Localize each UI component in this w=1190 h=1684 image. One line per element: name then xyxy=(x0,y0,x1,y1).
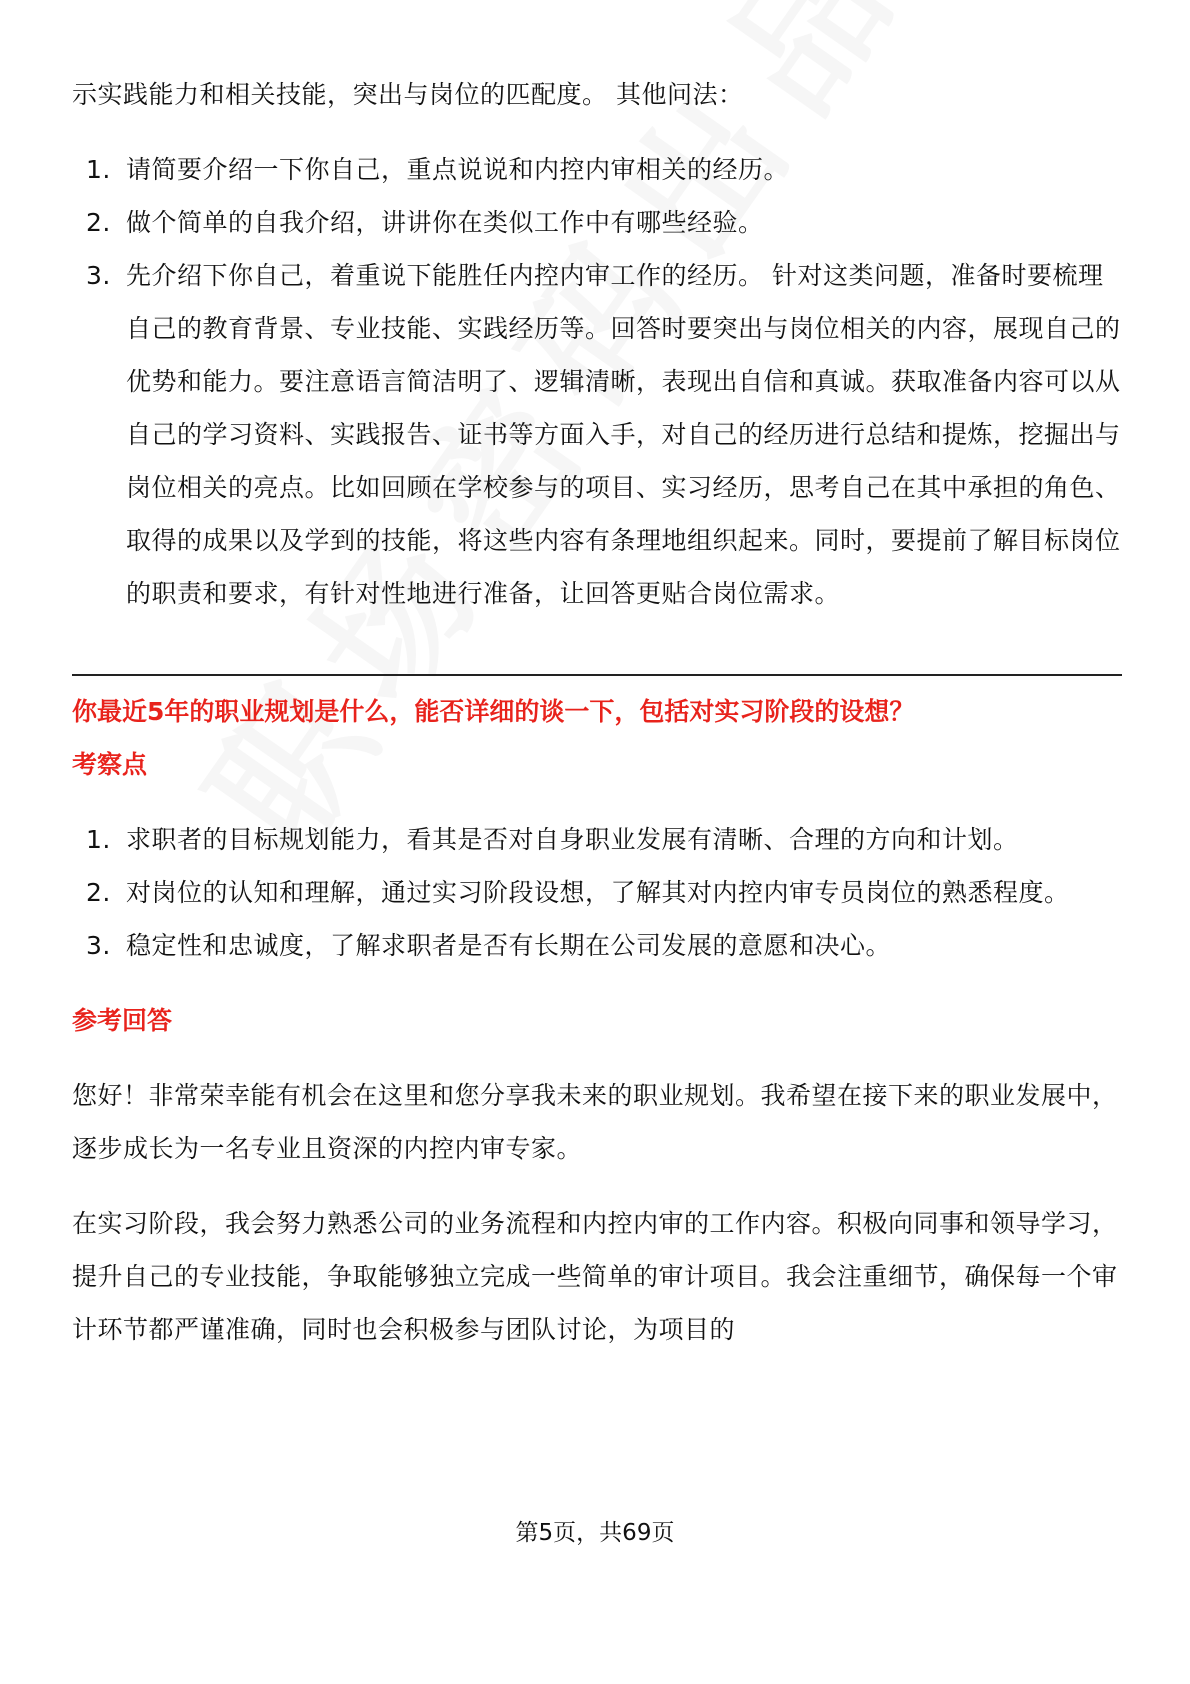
list-text: 做个简单的自我介绍，讲讲你在类似工作中有哪些经验。 xyxy=(126,208,764,237)
list-number: 2. xyxy=(86,208,111,237)
page-footer: 第5页，共69页 xyxy=(515,1520,675,1546)
focus-points-list xyxy=(72,813,1122,972)
list-item xyxy=(72,919,1122,972)
answer-paragraph: 您好！非常荣幸能有机会在这里和您分享我未来的职业规划。我希望在接下来的职业发展中，逐步成长为一名专业且资深的内控内审专家。 xyxy=(72,1081,1118,1163)
focus-heading: 考察点 xyxy=(72,750,148,779)
list-text: 对岗位的认知和理解，通过实习阶段设想，了解其对内控内审专员岗位的熟悉程度。 xyxy=(126,878,1070,907)
list-item xyxy=(72,249,1122,620)
list-number: 1. xyxy=(86,825,111,854)
list-number: 1. xyxy=(86,155,111,184)
list-text: 请简要介绍一下你自己，重点说说和内控内审相关的经历。 xyxy=(126,155,790,184)
list-number: 3. xyxy=(86,931,111,960)
answer-paragraph: 在实习阶段，我会努力熟悉公司的业务流程和内控内审的工作内容。积极向同事和领导学习，提升自己的专业技能，争取能够独立完成一些简单的审计项目。我会注重细节，确保每一个审计环节都严谨准确，同时也会积极参与团队讨论，为项目的 xyxy=(72,1209,1118,1344)
list-item xyxy=(72,143,1122,196)
answer-heading: 参考回答 xyxy=(72,1006,173,1035)
intro-tail: 示实践能力和相关技能，突出与岗位的匹配度。 其他问法： xyxy=(72,80,744,109)
list-item xyxy=(72,196,1122,249)
list-number: 3. xyxy=(86,261,111,290)
list-text: 稳定性和忠诚度，了解求职者是否有长期在公司发展的意愿和决心。 xyxy=(126,931,892,960)
other-questions-list xyxy=(72,143,1122,620)
list-text: 求职者的目标规划能力，看其是否对自身职业发展有清晰、合理的方向和计划。 xyxy=(126,825,1019,854)
list-item xyxy=(72,813,1122,866)
list-text: 先介绍下你自己，着重说下能胜任内控内审工作的经历。 针对这类问题，准备时要梳理自己的教育背景、专业技能、实践经历等。回答时要突出与岗位相关的内容，展现自己的优势和能力。要注意语言简洁明了、逻辑清晰，表现出自信和真诚。获取准备内容可以从自己的学习资料、实践报告、证书等方面入手，对自己的经历进行总结和提炼，挖掘出与岗位相关的亮点。比如回顾在学校参与的项目、实习经历，思考自己在其中承担的角色、取得的成果以及学到的技能，将这些内容有条理地组织起来。同时，要提前了解目标岗位的职责和要求，有针对性地进行准备，让回答更贴合岗位需求。 xyxy=(126,261,1121,608)
question-heading: 你最近5年的职业规划是什么，能否详细的谈一下，包括对实习阶段的设想？ xyxy=(72,697,915,726)
list-number: 2. xyxy=(86,878,111,907)
list-item xyxy=(72,866,1122,919)
content xyxy=(72,68,1122,1356)
